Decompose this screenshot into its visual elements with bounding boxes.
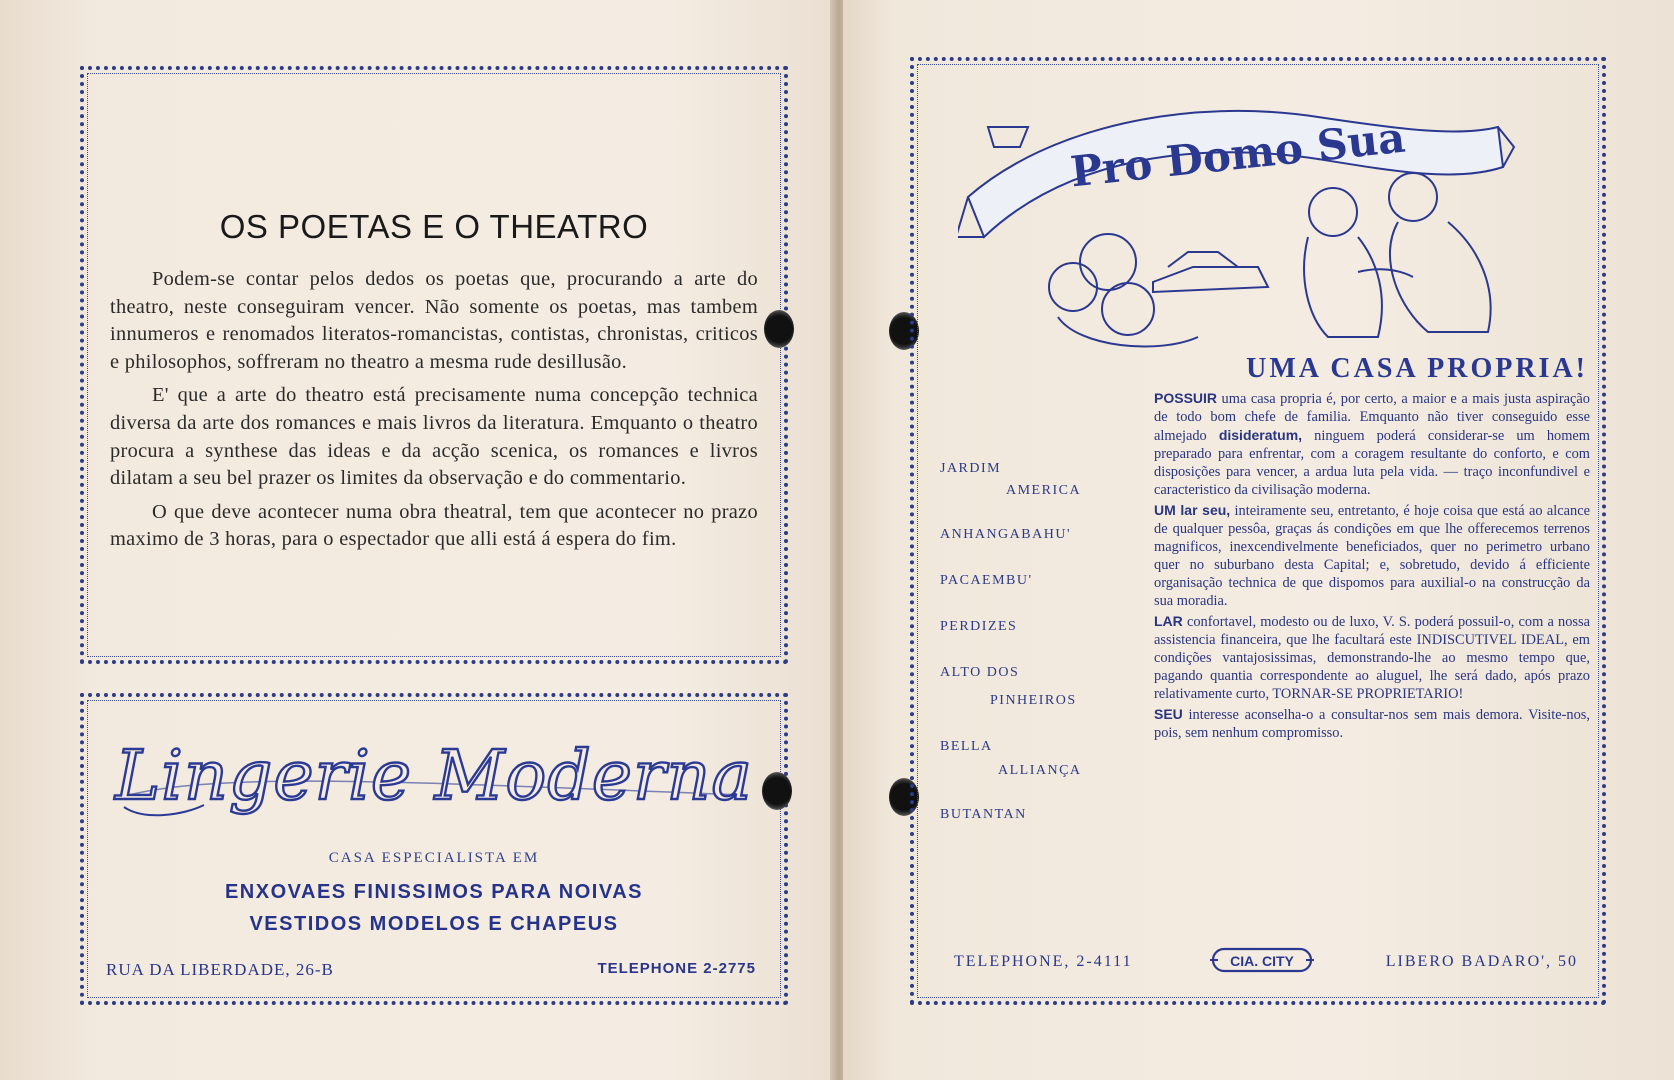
casa-paragraph-4 [1154,705,1590,742]
lead-word: LAR [1154,613,1183,629]
city-ad-frame [910,57,1606,1005]
casa-propria-body [1154,389,1590,744]
lingerie-ad-frame [80,693,788,1005]
lead-word: UM [1154,502,1176,518]
city-logo-text: CIA. CITY [1230,953,1294,969]
lingerie-logo-text: Lingerie Moderna [115,737,753,816]
neighborhood-bella: BELLA [940,739,993,754]
text: uma casa propria é, por certo, a maior e a mais justa aspiração de todo bom chefe de familia. Emquanto não tiver conseguido esse almejado [1154,391,1590,444]
city-telephone: TELEPHONE, 2-4111 [954,953,1133,970]
article-title: OS POETAS E O THEATRO [219,208,649,245]
neighborhood-alto-dos: ALTO DOS [940,665,1020,680]
casa-paragraph-3 [1154,612,1590,703]
neighborhood-perdizes: PERDIZES [940,619,1018,634]
pro-domo-sua-illustration [958,87,1518,357]
binding-hole [762,772,792,810]
lingerie-moderna-logo [84,711,784,831]
poetas-article-frame [80,66,788,664]
lingerie-address: RUA DA LIBERDADE, 26-B [106,960,334,979]
lingerie-line-2: VESTIDOS MODELOS E CHAPEUS [249,913,619,935]
text: interesse aconselha-o a consultar-nos sem mais demora. Visite-nos, pois, sem nenhum compromisso. [1154,707,1590,741]
text: inteiramente seu, entretanto, é hoje coisa que está ao alcance de qualquer pessôa, graças ás condições em que lhe offerecemos terrenos magnificos, inexcendivelmente beneficiados, quer no perimetro urbano quer no suburbano desta Capital; e, sobretudo, devido á efficiente organisação technica de que dispomos para auxilial-o na construcção da sua moradia. [1154,503,1590,609]
cia-city-logo-icon [1210,943,1314,977]
article-paragraph-3: O que deve acontecer numa obra theatral, tem que acontecer no prazo maximo de 3 horas, para o espectador que alli está á espera do fim. [110,500,758,551]
neighborhood-jardim: JARDIM [940,461,1002,476]
city-address: LIBERO BADARO', 50 [1385,953,1578,970]
lingerie-subtitle: CASA ESPECIALISTA EM [328,850,540,866]
neighborhood-pinheiros: PINHEIROS [990,693,1077,708]
article-paragraph-1: Podem-se contar pelos dedos os poetas que, procurando a arte do theatro, neste conseguiram vencer. Não somente os poetas, mas tambem innumeros e renomados literatos-romancistas, contistas, chronistas, criticos e philosophos, soffreram no theatro a mesma rude desillusão. [110,268,758,373]
neighborhood-anhangabahu: ANHANGABAHU' [940,527,1071,542]
emphasis: lar seu, [1175,502,1231,518]
casa-paragraph-2 [1154,501,1590,610]
lead-word: SEU [1154,706,1183,722]
right-page [843,0,1674,1080]
lead-word: POSSUIR [1154,390,1218,406]
neighborhood-allianca: ALLIANÇA [998,763,1082,778]
emphasis: disideratum, [1218,427,1303,443]
casa-propria-title: UMA CASA PROPRIA! [1246,353,1588,384]
banner-text: Pro Domo Sua [1068,112,1408,197]
text: ninguem poderá considerar-se um homem preparado para enfrentar, com a coragem resultante do conforto, e com disposições para vencer, a ardua luta pela vida. — traço inconfundivel e caracteristico da civilisação moderna. [1154,428,1590,498]
lingerie-line-1: ENXOVAES FINISSIMOS PARA NOIVAS [224,881,644,903]
neighborhood-butantan: BUTANTAN [940,807,1027,822]
text: confortavel, modesto ou de luxo, V. S. poderá possuil-o, com a nossa assistencia financeira, que lhe facultará este INDISCUTIVEL IDEAL, em condições vantajosissimas, demonstrando-lhe ao mesmo tempo que, pagando quantia correspondente ao aluguel, lhe será dado, após prazo relativamente curto, TORNAR-SE PROPRIETARIO! [1154,614,1590,702]
casa-paragraph-1 [1154,389,1590,499]
article-body [110,266,758,560]
lingerie-telephone: TELEPHONE 2-2775 [597,960,756,977]
left-page [0,0,835,1080]
article-paragraph-2: E' que a arte do theatro está precisamente numa concepção technica diversa da arte dos romances e mais livros da literatura. Emquanto o theatro procura a synthese das ideas e da acção scenica, os romances e livros dilatam a seu bel prazer os limites da observação e do commentario. [110,384,758,490]
binding-hole [764,310,794,348]
neighborhood-america: AMERICA [1006,483,1082,498]
neighborhood-pacaembu: PACAEMBU' [940,573,1033,588]
